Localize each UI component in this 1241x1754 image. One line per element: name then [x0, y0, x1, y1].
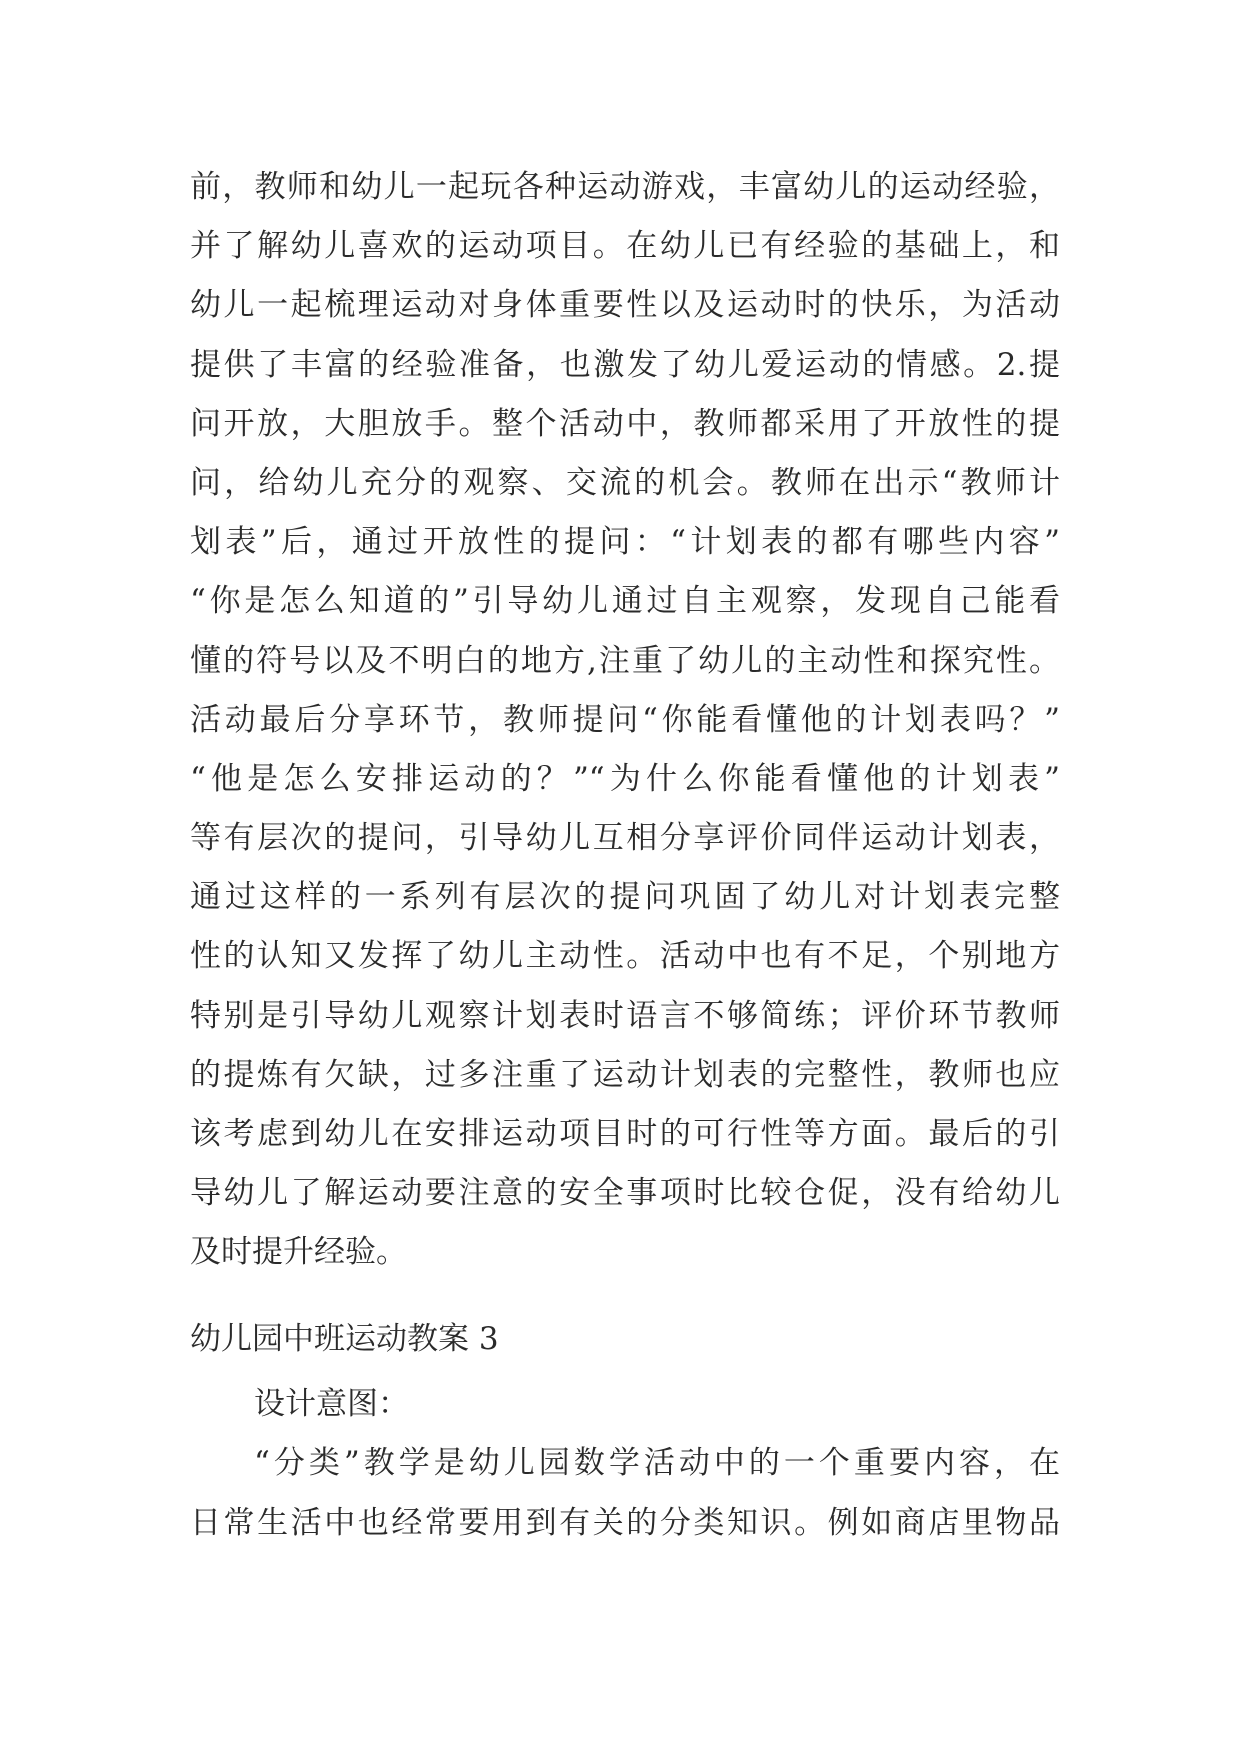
paragraph-line: 导幼儿了解运动要注意的安全事项时比较仓促，没有给幼儿: [190, 1175, 1060, 1212]
intro-line: “分类”教学是幼儿园数学活动中的一个重要内容，在: [254, 1445, 1060, 1482]
paragraph-line: 性的认知又发挥了幼儿主动性。活动中也有不足，个别地方: [190, 938, 1060, 975]
body-paragraph: [190, 158, 1060, 1283]
paragraph-line: 问，给幼儿充分的观察、交流的机会。教师在出示“教师计: [190, 464, 1060, 501]
paragraph-line: 特别是引导幼儿观察计划表时语言不够简练；评价环节教师: [190, 997, 1060, 1034]
paragraph-line: 并了解幼儿喜欢的运动项目。在幼儿已有经验的基础上，和: [190, 228, 1060, 265]
section-heading: 幼儿园中班运动教案 3: [190, 1321, 499, 1357]
paragraph-line: “你是怎么知道的”引导幼儿通过自主观察，发现自己能看: [190, 583, 1060, 620]
paragraph-line: 该考虑到幼儿在安排运动项目时的可行性等方面。最后的引: [190, 1116, 1060, 1152]
paragraph-line-last: 及时提升经验。: [190, 1234, 407, 1271]
section-subheading: 设计意图：: [254, 1386, 409, 1423]
paragraph-line: 划表”后，通过开放性的提问：“计划表的都有哪些内容”: [190, 524, 1060, 561]
paragraph-line: 通过这样的一系列有层次的提问巩固了幼儿对计划表完整: [190, 879, 1060, 916]
section-block: [190, 1310, 1060, 1553]
paragraph-line: 幼儿一起梳理运动对身体重要性以及运动时的快乐，为活动: [190, 287, 1060, 324]
intro-line: 日常生活中也经常要用到有关的分类知识。例如商店里物品: [190, 1504, 1060, 1541]
paragraph-line: “他是怎么安排运动的？”“为什么你能看懂他的计划表”: [190, 760, 1060, 797]
paragraph-line: 问开放，大胆放手。整个活动中，教师都采用了开放性的提: [190, 405, 1060, 442]
paragraph-line: 的提炼有欠缺，过多注重了运动计划表的完整性，教师也应: [190, 1056, 1060, 1093]
paragraph-line: 懂的符号以及不明白的地方,注重了幼儿的主动性和探究性。: [190, 642, 1060, 679]
paragraph-line: 前，教师和幼儿一起玩各种运动游戏，丰富幼儿的运动经验，: [190, 169, 1060, 205]
paragraph-line: 等有层次的提问，引导幼儿互相分享评价同伴运动计划表，: [190, 820, 1060, 857]
paragraph-line: 活动最后分享环节，教师提问“你能看懂他的计划表吗？”: [190, 701, 1060, 738]
paragraph-line: 提供了丰富的经验准备，也激发了幼儿爱运动的情感。2.提: [190, 346, 1060, 383]
